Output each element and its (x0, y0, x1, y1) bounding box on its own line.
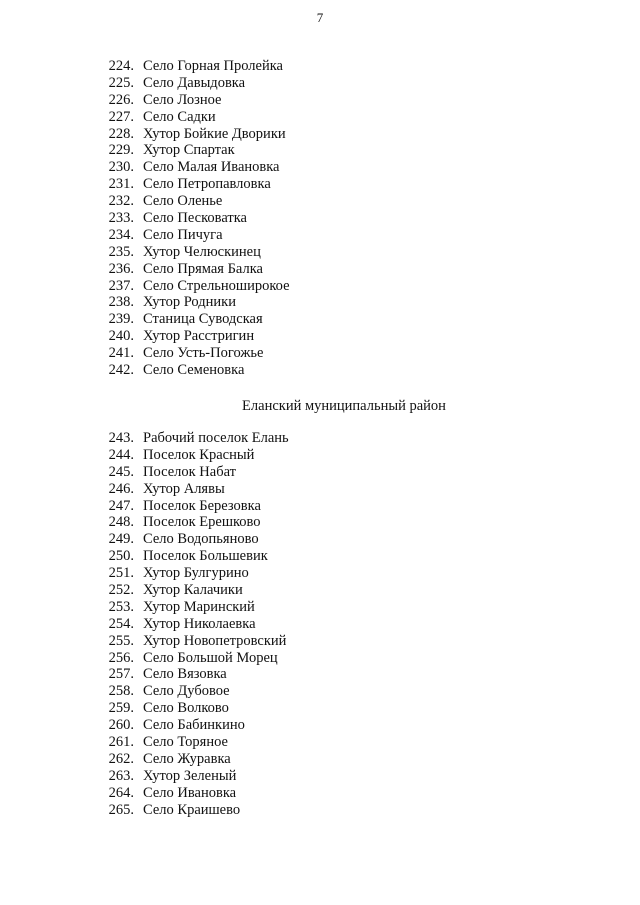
list-item (0, 430, 640, 447)
list-item (0, 261, 640, 278)
item-number: 235. (108, 243, 134, 260)
item-name: Село Семеновка (143, 362, 245, 379)
item-number: 243. (108, 430, 134, 446)
item-number: 249. (108, 531, 134, 548)
item-number: 248. (108, 514, 134, 531)
item-name: Хутор Алявы (143, 480, 225, 497)
item-number: 229. (108, 142, 134, 159)
item-name: Село Вязовка (143, 666, 227, 683)
item-name: Хутор Булгурино (143, 565, 249, 582)
item-number: 241. (108, 345, 134, 362)
item-name: Хутор Бойкие Дворики (143, 125, 286, 142)
item-name: Хутор Родники (143, 294, 236, 311)
item-number: 237. (108, 277, 134, 294)
list-item (0, 75, 640, 92)
item-number: 245. (108, 463, 134, 480)
list-item (0, 650, 640, 667)
list-item (0, 717, 640, 734)
list-item (0, 328, 640, 345)
settlement-list-1 (0, 58, 640, 379)
item-name: Хутор Спартак (143, 142, 235, 159)
item-number: 239. (108, 311, 134, 328)
list-item (0, 193, 640, 210)
item-name: Село Усть-Погожье (143, 345, 264, 362)
list-item (0, 142, 640, 159)
item-number: 262. (108, 750, 134, 767)
item-name: Поселок Красный (143, 446, 255, 463)
item-name: Село Горная Пролейка (143, 58, 283, 74)
list-item (0, 548, 640, 565)
item-number: 244. (108, 446, 134, 463)
list-item (0, 210, 640, 227)
list-item (0, 802, 640, 819)
list-item (0, 176, 640, 193)
item-number: 225. (108, 74, 134, 91)
list-item (0, 92, 640, 109)
item-name: Село Дубовое (143, 683, 230, 700)
item-name: Село Водопьяново (143, 531, 259, 548)
item-number: 264. (108, 784, 134, 801)
item-name: Хутор Маринский (143, 598, 255, 615)
item-name: Рабочий поселок Елань (143, 430, 289, 446)
item-name: Хутор Новопетровский (143, 632, 287, 649)
item-name: Село Песковатка (143, 210, 247, 227)
list-item (0, 58, 640, 75)
item-name: Поселок Ерешково (143, 514, 261, 531)
list-item (0, 565, 640, 582)
item-number: 236. (108, 260, 134, 277)
item-number: 250. (108, 548, 134, 565)
item-number: 254. (108, 615, 134, 632)
list-item (0, 447, 640, 464)
item-name: Село Петропавловка (143, 176, 271, 193)
item-name: Поселок Набат (143, 463, 236, 480)
list-item (0, 683, 640, 700)
item-number: 256. (108, 649, 134, 666)
list-item (0, 531, 640, 548)
settlement-list-2 (0, 430, 640, 818)
list-item (0, 278, 640, 295)
item-name: Хутор Зеленый (143, 767, 237, 784)
list-item (0, 481, 640, 498)
item-number: 226. (108, 91, 134, 108)
item-name: Хутор Николаевка (143, 615, 256, 632)
list-item (0, 109, 640, 126)
item-number: 240. (108, 328, 134, 345)
section-heading: Еланский муниципальный район (242, 398, 446, 414)
item-number: 251. (108, 565, 134, 582)
list-item (0, 126, 640, 143)
item-number: 224. (108, 58, 134, 74)
item-name: Село Бабинкино (143, 717, 245, 734)
list-item (0, 734, 640, 751)
item-name: Хутор Калачики (143, 582, 243, 599)
item-number: 261. (108, 734, 134, 751)
item-name: Поселок Березовка (143, 497, 261, 514)
item-name: Село Журавка (143, 750, 231, 767)
list-item (0, 159, 640, 176)
item-number: 230. (108, 159, 134, 176)
list-item (0, 768, 640, 785)
item-name: Село Стрельноширокое (143, 277, 290, 294)
item-name: Село Большой Морец (143, 649, 278, 666)
item-number: 259. (108, 700, 134, 717)
item-name: Село Торяное (143, 734, 228, 751)
list-item (0, 311, 640, 328)
item-number: 231. (108, 176, 134, 193)
item-name: Село Ивановка (143, 784, 237, 801)
item-name: Село Пичуга (143, 226, 223, 243)
item-number: 228. (108, 125, 134, 142)
list-item (0, 751, 640, 768)
list-item (0, 464, 640, 481)
item-number: 252. (108, 582, 134, 599)
item-name: Село Лозное (143, 91, 222, 108)
item-number: 233. (108, 210, 134, 227)
item-name: Село Садки (143, 108, 216, 125)
item-name: Село Краишево (143, 801, 241, 818)
item-name: Село Давыдовка (143, 74, 246, 91)
item-name: Село Прямая Балка (143, 260, 263, 277)
list-item (0, 345, 640, 362)
list-item (0, 616, 640, 633)
item-number: 263. (108, 767, 134, 784)
list-item (0, 244, 640, 261)
item-name: Станица Суводская (143, 311, 263, 328)
item-number: 260. (108, 717, 134, 734)
item-number: 253. (108, 598, 134, 615)
item-name: Село Малая Ивановка (143, 159, 280, 176)
item-name: Село Оленье (143, 193, 223, 210)
item-name: Хутор Расстригин (143, 328, 255, 345)
list-item (0, 785, 640, 802)
item-number: 255. (108, 632, 134, 649)
list-item (0, 599, 640, 616)
list-item (0, 294, 640, 311)
item-number: 238. (108, 294, 134, 311)
item-number: 242. (108, 362, 134, 379)
item-name: Село Волково (143, 700, 229, 717)
item-number: 258. (108, 683, 134, 700)
item-number: 247. (108, 497, 134, 514)
item-number: 246. (108, 480, 134, 497)
list-item (0, 633, 640, 650)
item-number: 234. (108, 226, 134, 243)
item-number: 232. (108, 193, 134, 210)
item-name: Хутор Челюскинец (143, 243, 261, 260)
item-number: 257. (108, 666, 134, 683)
page-number: 7 (316, 10, 324, 25)
list-item (0, 362, 640, 379)
item-number: 265. (108, 801, 134, 818)
list-item (0, 666, 640, 683)
item-number: 227. (108, 108, 134, 125)
list-item (0, 498, 640, 515)
list-item (0, 700, 640, 717)
list-item (0, 227, 640, 244)
list-item (0, 514, 640, 531)
list-item (0, 582, 640, 599)
item-name: Поселок Большевик (143, 548, 268, 565)
